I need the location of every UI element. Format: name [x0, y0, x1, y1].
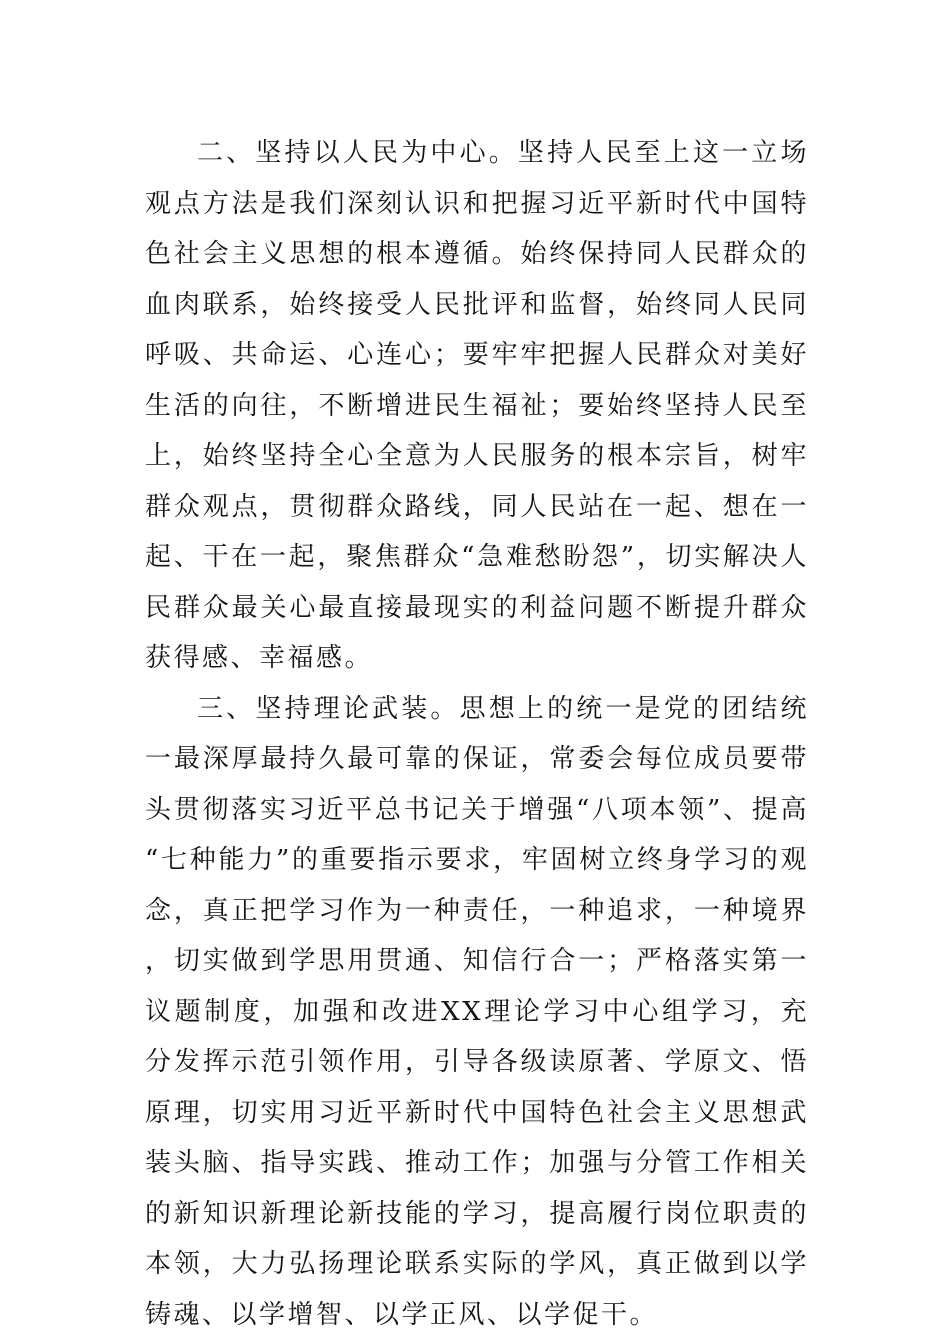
paragraph-people-centered: 二、坚持以人民为中心。坚持人民至上这一立场观点方法是我们深刻认识和把握习近平新时代中国特色社会主义思想的根本遵循。始终保持同人民群众的血肉联系，始终接受人民批评和监督，始终同人民同呼吸、共命运、心连心；要牢牢把握人民群众对美好生活的向往，不断增进民生福祉；要始终坚持人民至上，始终坚持全心全意为人民服务的根本宗旨，树牢群众观点，贯彻群众路线，同人民站在一起、想在一起、干在一起，聚焦群众“急难愁盼怨”，切实解决人民群众最关心最直接最现实的利益问题不断提升群众获得感、幸福感。: [145, 138, 809, 673]
document-body: [145, 128, 809, 1340]
paragraph-theoretical-armament: 三、坚持理论武装。思想上的统一是党的团结统一最深厚最持久最可靠的保证，常委会每位成员要带头贯彻落实习近平总书记关于增强“八项本领”、提高“七种能力”的重要指示要求，牢固树立终身学习的观念，真正把学习作为一种责任，一种追求，一种境界，切实做到学思用贯通、知信行合一；严格落实第一议题制度，加强和改进XX理论学习中心组学习，充分发挥示范引领作用，引导各级读原著、学原文、悟原理，切实用习近平新时代中国特色社会主义思想武装头脑、指导实践、推动工作；加强与分管工作相关的新知识新理论新技能的学习，提高履行岗位职责的本领，大力弘扬理论联系实际的学风，真正做到以学铸魂、以学增智、以学正风、以学促干。: [145, 693, 809, 1330]
